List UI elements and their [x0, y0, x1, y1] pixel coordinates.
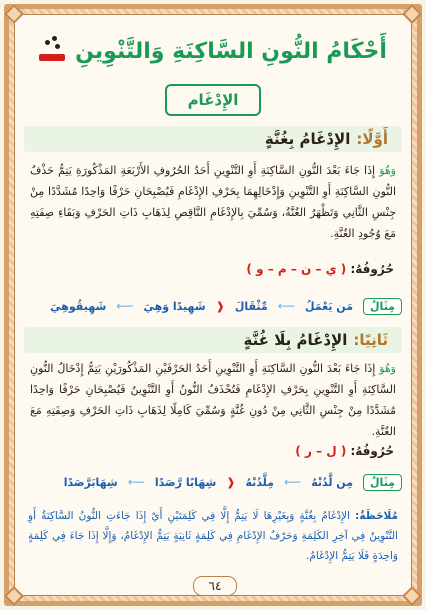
- example-item: شِهَابًا رَّصَدًا: [154, 475, 217, 489]
- paragraph-part1: وَهُوَ إِذَا جَاءَ بَعْدَ النُّونِ السَّاكِنَةِ أَوِ التَّنْوِينِ أَحَدُ الحُرُوفِ الأَرْبَعَةِ المَذْكُورَةِ يَتِمُّ حَذْفُ النُّونِ السَّاكِنَةِ أَوِ التَّنْوِينِ وَإِدْخَالِهِمَا بِحَرْفِ الإِدْغَامِ فَيُصْبِحَانِ حَرْفًا وَاحِدًا مُشَدَّدًا مِنْ جِنْسِ الثَّانِي وَتَظْهَرُ الغُنَّةُ، وَسُمِّيَ بِالإِدْغَامِ النَّاقِصِ لِذَهَابِ ذَاتِ الحَرْفِ وَبَقَاءِ صِفَتِهِ مَعَ وُجُودِ الغُنَّةِ.: [30, 164, 396, 240]
- example-item: مَن يَعْمَلُ: [304, 299, 354, 313]
- page-title: أَحْكَامُ النُّونِ السَّاكِنَةِ وَالتَّنْوِينِ: [75, 38, 387, 64]
- arrow-left-icon: ⟵: [277, 299, 295, 313]
- heading: الإِدْغَامُ بِغُنَّةٍ: [264, 130, 351, 148]
- example-label: مِثَالٌ: [363, 474, 402, 491]
- subheading-part2: [24, 327, 402, 353]
- letters-part2: حُرُوفُهُ: ( ل – ر ): [295, 444, 394, 458]
- example-item: شَهِيدًا وَهِيَ: [143, 299, 206, 313]
- page-header: [27, 23, 399, 79]
- arrow-left-icon: ⟵: [127, 475, 145, 489]
- ordinal: ثَانِيًا:: [353, 331, 388, 349]
- heading: الإِدْغَامُ بِلَا غُنَّةٍ: [243, 331, 348, 349]
- note: مُلَاحَظَةٌ: الإِدْغَامُ بِغُنَّةٍ وَبِغَيْرِهَا لَا يَتِمُّ إِلَّا فِي كَلِمَتَيْنِ أَيْ إِذَا جَاءَتِ النُّونُ السَّاكِنَةُ أَوِ التَّنْوِينُ فِي آخِرِ الكَلِمَةِ وَحَرْفُ الإِدْغَامِ فِي كَلِمَةٍ ثَانِيَةٍ يَتِمُّ الإِدْغَامُ، وَإِلَّا إِذَا جَاءَ فِي كَلِمَةٍ وَاحِدَةٍ فَلَا يَتِمُّ الإِدْغَامُ.: [28, 510, 398, 562]
- section-badge: الإِدْغَام: [165, 84, 261, 116]
- subheading-part1: [24, 126, 402, 152]
- page-number: ٦٤: [193, 576, 237, 596]
- ordinal: أَوَّلًا:: [356, 130, 388, 148]
- example-label: مِثَالٌ: [363, 298, 402, 315]
- paragraph-part2: وَهُوَ إِذَا جَاءَ بَعْدَ النُّونِ السَّاكِنَةِ أَوِ التَّنْوِينِ أَحَدُ الحَرْفَيْنِ المَذْكُورَيْنِ يَتِمُّ إِدْخَالُ النُّونِ السَّاكِنَةِ أَوِ التَّنْوِينِ بِحَرْفِ الإِدْغَامِ فَتُحْذَفُ النُّونُ أَوِ التَّنْوِينُ فَيُصْبِحَانِ حَرْفًا وَاحِدًا مُشَدَّدًا مِنْ جِنْسِ الثَّانِي مِنْ دُونِ غُنَّةٍ وَسُمِّيَ كَامِلًا لِذَهَابِ ذَاتِ الحَرْفِ وَصِفَتِهِ مَعَ الغُنَّةِ.: [30, 362, 396, 438]
- letters-part1: حُرُوفُهُ: ( ي – ن – م – و ): [246, 262, 394, 276]
- arrow-left-icon: ⟵: [283, 475, 302, 489]
- example-item: شَهِيقُوهِيَ: [50, 299, 107, 313]
- example-row-part1: مِثَالٌ مَن يَعْمَلُ ⟵ مِّثْقَالَ ❰ شَهِيدًا وَهِيَ ⟵ شَهِيقُوهِيَ: [24, 294, 402, 318]
- example-item: مِّثْقَالَ: [234, 299, 268, 313]
- arrow-left-icon: ⟵: [116, 299, 134, 313]
- tajweed-mark-icon: [39, 34, 65, 68]
- example-item: مِن لَّدُنْهُ: [311, 475, 354, 489]
- example-item: شِهَابَرَّصَدًا: [63, 475, 118, 489]
- example-row-part2: مِثَالٌ مِن لَّدُنْهُ ⟵ مِلَّدُنْهُ ❰ شِهَابًا رَّصَدًا ⟵ شِهَابَرَّصَدًا: [24, 470, 402, 494]
- example-item: مِلَّدُنْهُ: [245, 475, 274, 489]
